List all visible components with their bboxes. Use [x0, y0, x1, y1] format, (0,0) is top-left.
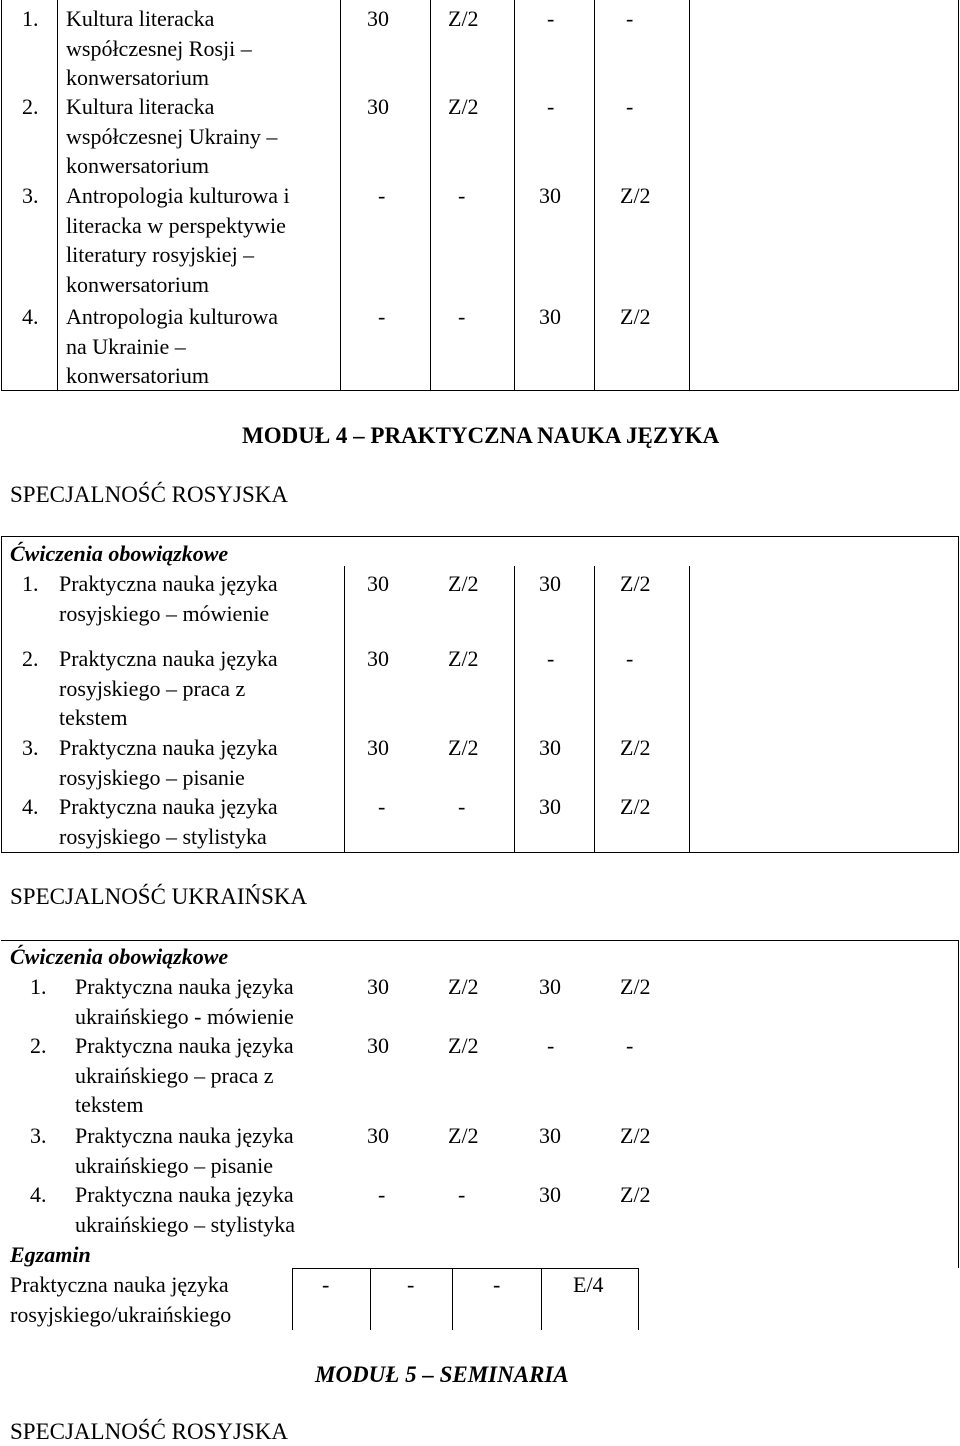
row-label-line: Antropologia kulturowa i: [66, 183, 290, 208]
row-number: 1.: [22, 571, 39, 596]
module-5-title: MODUŁ 5 – SEMINARIA: [315, 1362, 569, 1387]
row-label-line: konwersatorium: [66, 153, 209, 178]
credit-cell: Z/2: [448, 1033, 479, 1058]
row-label-line: współczesnej Rosji –: [66, 35, 252, 61]
credit-cell: -: [626, 646, 634, 671]
exam-label-line: rosyjskiego/ukraińskiego: [10, 1301, 232, 1327]
row-label-line: rosyjskiego – stylistyka: [59, 823, 267, 849]
row-number: 1.: [22, 6, 39, 31]
row-number: 2.: [30, 1033, 47, 1058]
row-number: 4.: [22, 794, 39, 819]
hours-cell: 30: [367, 1123, 389, 1148]
row-label-line: tekstem: [59, 705, 128, 730]
row-label-line: konwersatorium: [66, 271, 209, 297]
credit-cell: Z/2: [448, 646, 479, 671]
hours-cell: 30: [367, 735, 389, 760]
hours-cell: -: [547, 6, 555, 31]
hours-cell: 30: [539, 794, 561, 819]
hours-cell: -: [547, 646, 555, 671]
row-label-line: Kultura literacka: [66, 94, 215, 119]
hours-cell: 30: [539, 735, 561, 760]
hours-cell: 30: [539, 1182, 561, 1207]
exam-cell: E/4: [573, 1272, 604, 1297]
hours-cell: -: [378, 183, 386, 208]
hours-cell: 30: [539, 974, 561, 999]
hours-cell: -: [547, 94, 555, 119]
credit-cell: Z/2: [448, 974, 479, 999]
row-label-line: współczesnej Ukrainy –: [66, 123, 278, 149]
hours-cell: 30: [367, 1033, 389, 1058]
hours-cell: 30: [539, 183, 561, 208]
row-label-line: konwersatorium: [66, 65, 209, 90]
specialty-russian-title-bottom: SPECJALNOŚĆ ROSYJSKA: [10, 1419, 288, 1444]
specialty-ukrainian-title: SPECJALNOŚĆ UKRAIŃSKA: [10, 884, 308, 909]
credit-cell: Z/2: [620, 571, 651, 596]
credit-cell: Z/2: [448, 571, 479, 596]
credit-cell: -: [458, 1182, 466, 1207]
exam-label-line: Praktyczna nauka języka: [10, 1272, 229, 1297]
credit-cell: Z/2: [620, 974, 651, 999]
row-number: 3.: [30, 1123, 47, 1148]
row-label-line: ukraińskiego – praca z: [75, 1062, 274, 1088]
row-number: 2.: [22, 646, 39, 671]
row-label-line: rosyjskiego – mówienie: [59, 600, 270, 626]
credit-cell: Z/2: [448, 735, 479, 760]
hours-cell: -: [378, 794, 386, 819]
credit-cell: Z/2: [448, 6, 479, 31]
hours-cell: 30: [539, 1123, 561, 1148]
row-label-line: rosyjskiego – pisanie: [59, 764, 245, 790]
hours-cell: 30: [367, 974, 389, 999]
section-label: Ćwiczenia obowiązkowe: [10, 944, 229, 969]
row-label-line: Kultura literacka: [66, 6, 215, 31]
credit-cell: -: [458, 794, 466, 819]
row-label-line: Praktyczna nauka języka: [59, 735, 278, 760]
row-label-line: Praktyczna nauka języka: [75, 1033, 294, 1058]
row-label-line: konwersatorium: [66, 363, 209, 388]
exam-cell: -: [322, 1272, 330, 1297]
hours-cell: 30: [367, 94, 389, 119]
row-label-line: rosyjskiego – praca z: [59, 675, 246, 701]
exam-cell: -: [493, 1272, 501, 1297]
row-number: 4.: [30, 1182, 47, 1207]
hours-cell: -: [378, 1182, 386, 1207]
hours-cell: 30: [367, 571, 389, 596]
exam-cell: -: [407, 1272, 415, 1297]
row-number: 3.: [22, 735, 39, 760]
row-label-line: ukraińskiego – stylistyka: [75, 1211, 295, 1237]
row-label-line: literatury rosyjskiej –: [66, 242, 255, 267]
credit-cell: -: [626, 6, 634, 31]
module-4-title: MODUŁ 4 – PRAKTYCZNA NAUKA JĘZYKA: [242, 423, 720, 448]
credit-cell: Z/2: [620, 183, 651, 208]
row-label-line: Praktyczna nauka języka: [75, 974, 294, 999]
row-label-line: Praktyczna nauka języka: [59, 646, 278, 671]
specialty-russian-title: SPECJALNOŚĆ ROSYJSKA: [10, 482, 288, 507]
credit-cell: Z/2: [620, 1182, 651, 1207]
row-number: 3.: [22, 183, 39, 208]
credit-cell: Z/2: [620, 735, 651, 760]
credit-cell: Z/2: [448, 94, 479, 119]
row-number: 1.: [30, 974, 47, 999]
row-label-line: ukraińskiego – pisanie: [75, 1152, 273, 1178]
hours-cell: -: [547, 1033, 555, 1058]
row-label-line: Praktyczna nauka języka: [59, 571, 278, 596]
row-label-line: tekstem: [75, 1092, 144, 1117]
hours-cell: 30: [367, 6, 389, 31]
row-label-line: ukraińskiego - mówienie: [75, 1003, 294, 1029]
credit-cell: Z/2: [620, 794, 651, 819]
row-label-line: na Ukrainie –: [66, 333, 186, 359]
credit-cell: Z/2: [448, 1123, 479, 1148]
hours-cell: 30: [367, 646, 389, 671]
row-label-line: Praktyczna nauka języka: [75, 1182, 294, 1207]
credit-cell: Z/2: [620, 304, 651, 329]
credit-cell: -: [626, 1033, 634, 1058]
row-label-line: Antropologia kulturowa: [66, 304, 279, 329]
credit-cell: Z/2: [620, 1123, 651, 1148]
credit-cell: -: [626, 94, 634, 119]
row-label-line: Praktyczna nauka języka: [75, 1123, 294, 1148]
hours-cell: 30: [539, 304, 561, 329]
hours-cell: -: [378, 304, 386, 329]
hours-cell: 30: [539, 571, 561, 596]
credit-cell: -: [458, 304, 466, 329]
exam-section-label: Egzamin: [10, 1242, 91, 1267]
row-number: 2.: [22, 94, 39, 119]
row-label-line: literacka w perspektywie: [66, 212, 286, 238]
credit-cell: -: [458, 183, 466, 208]
row-label-line: Praktyczna nauka języka: [59, 794, 278, 819]
row-number: 4.: [22, 304, 39, 329]
section-label: Ćwiczenia obowiązkowe: [10, 541, 229, 566]
